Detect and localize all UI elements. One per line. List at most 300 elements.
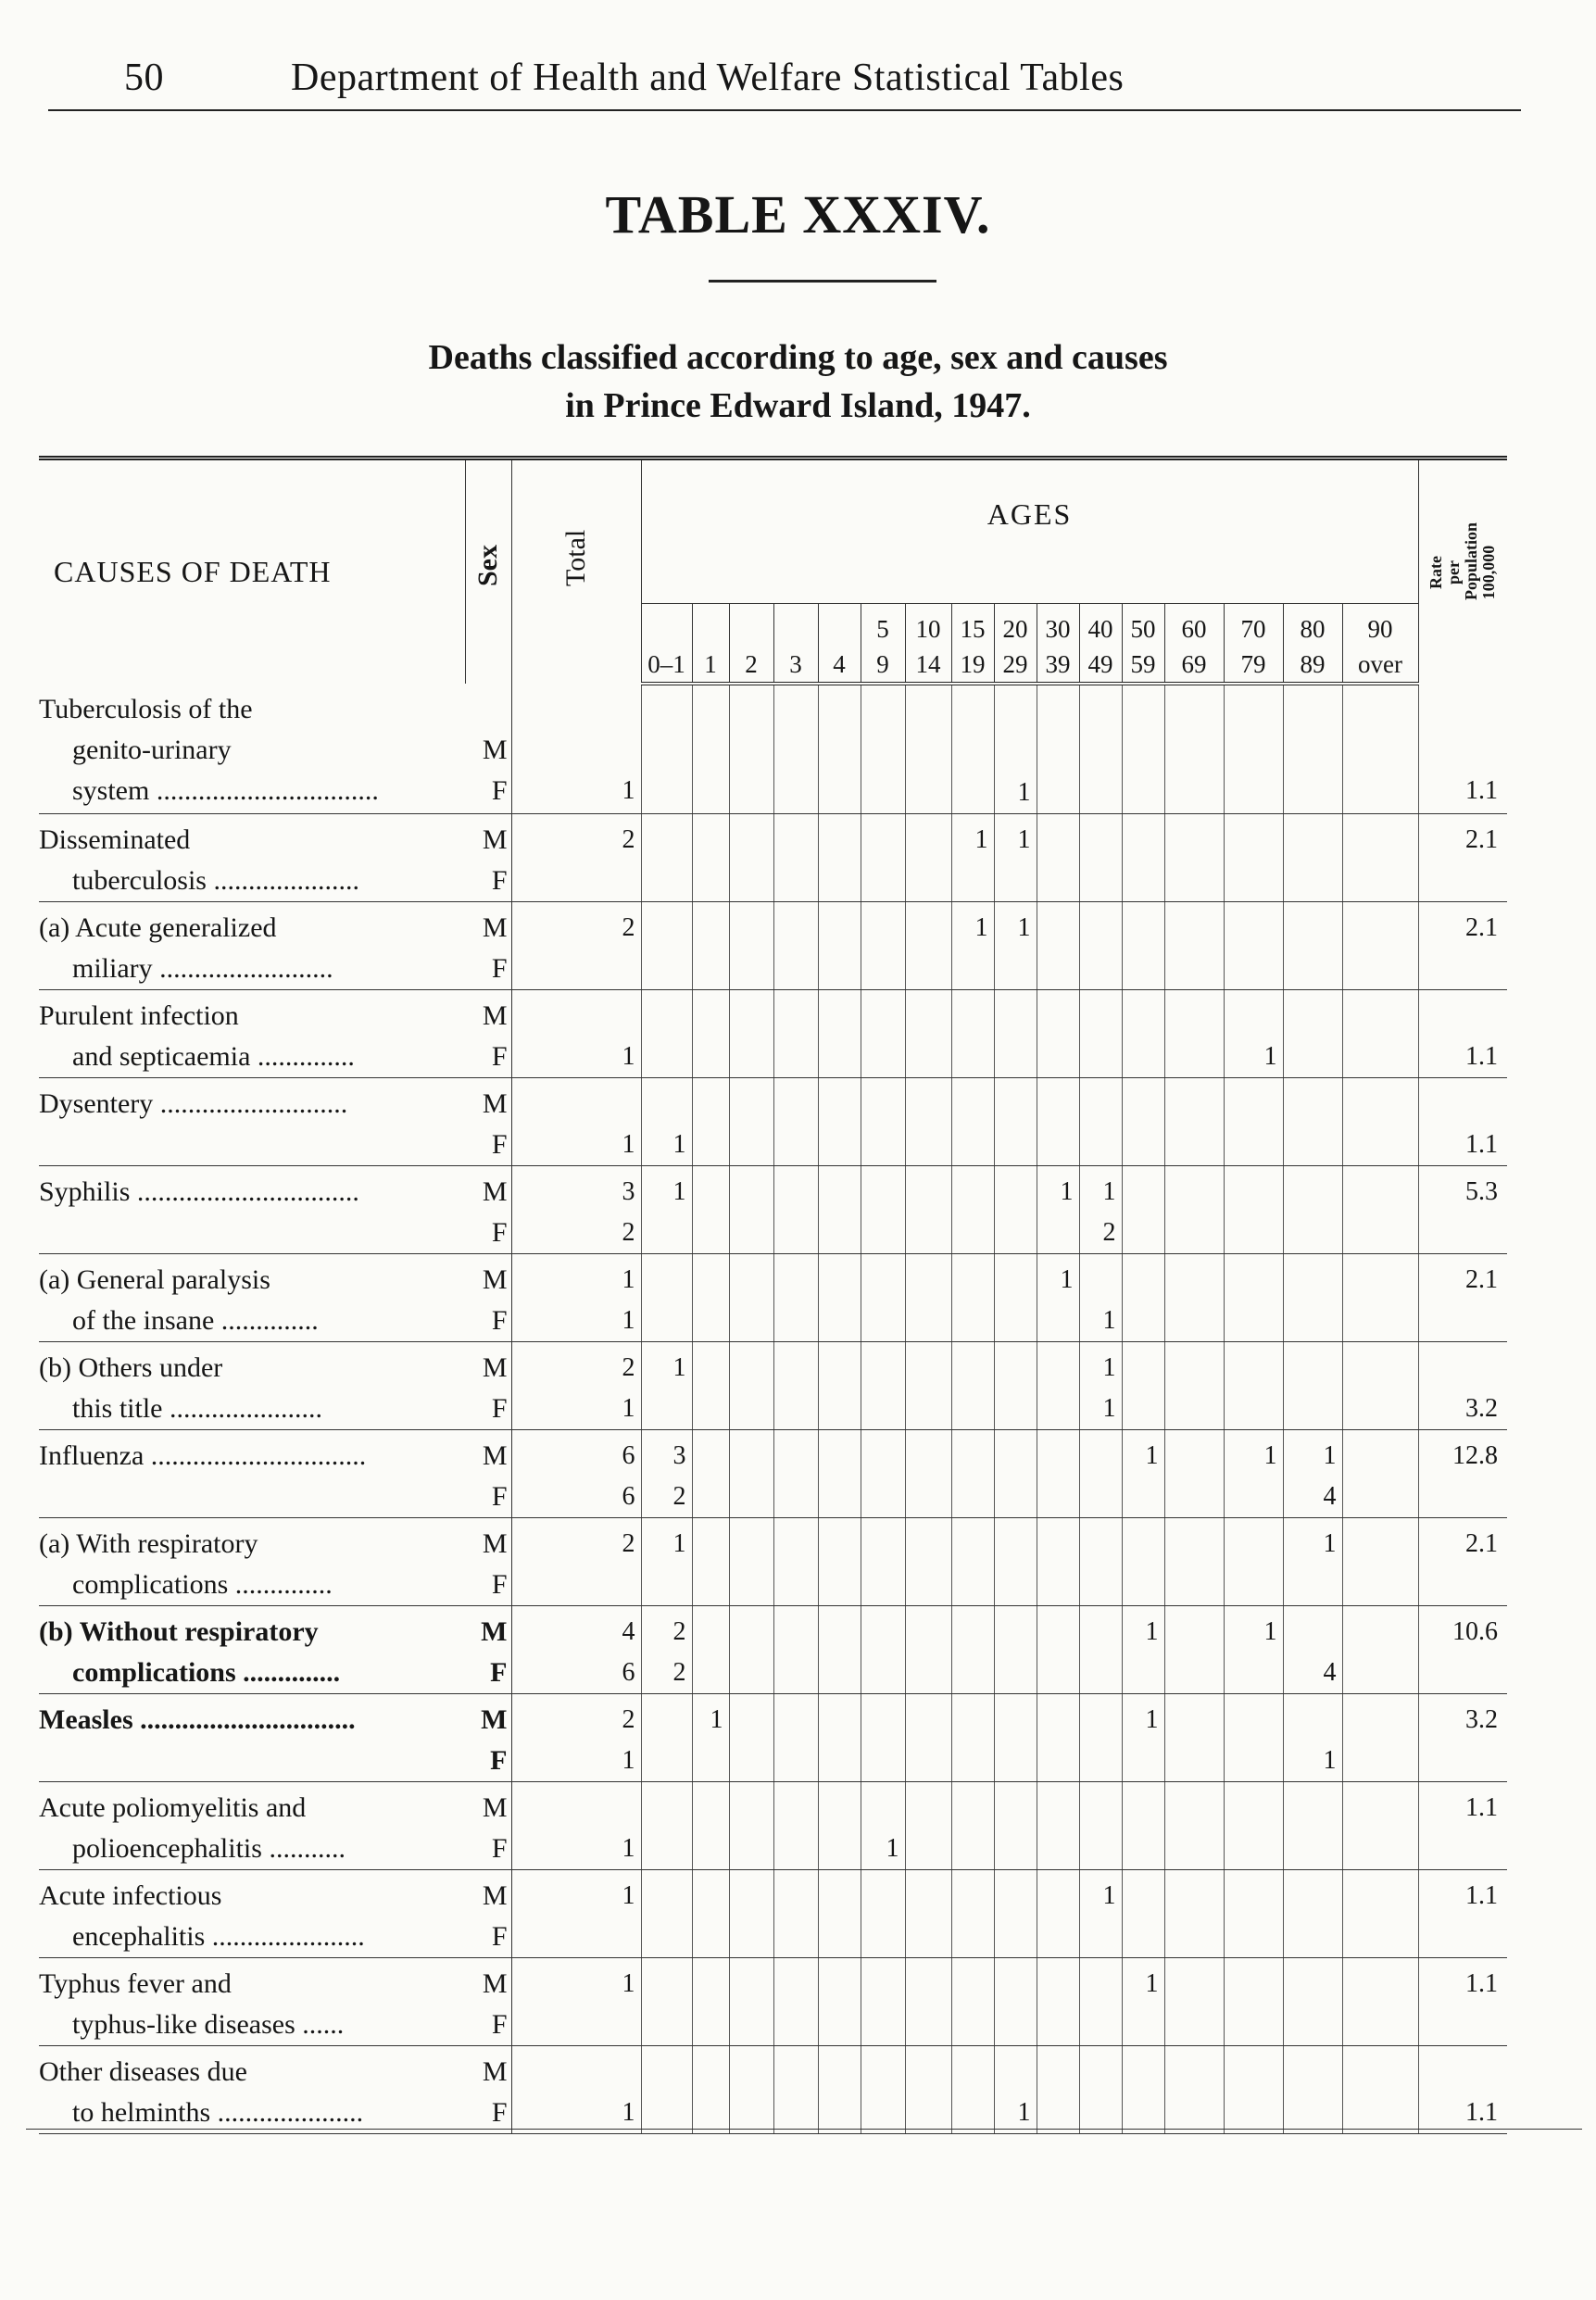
age-cell: [994, 1782, 1037, 1870]
age-value: [1037, 1436, 1074, 1477]
age-cell: [951, 1342, 994, 1430]
rate-value: [1419, 1917, 1499, 1957]
age-cell: [1037, 1606, 1079, 1694]
age-value: [730, 1172, 768, 1213]
age-value: [861, 949, 899, 989]
age-value: [952, 1653, 988, 1693]
cause-line: [39, 1477, 465, 1517]
age-cell: [773, 1078, 818, 1166]
cause-line: polioencephalitis ...........: [72, 1833, 346, 1864]
age-value: [995, 1436, 1031, 1477]
age-cell: [1224, 684, 1283, 814]
age-value: [1165, 1653, 1218, 1693]
age-cell: [951, 1430, 994, 1518]
age-value: [693, 861, 723, 901]
age-cell: [1224, 1870, 1283, 1958]
age-group-header: [1164, 604, 1224, 685]
age-value: [1343, 1700, 1413, 1741]
age-value: [1165, 1389, 1218, 1429]
age-value: [730, 1700, 768, 1741]
age-value: [693, 1788, 723, 1829]
total-value: [512, 2005, 635, 2045]
age-cell: [1037, 1342, 1079, 1430]
age-value: [730, 1565, 768, 1605]
age-value: [774, 732, 812, 773]
age-value: [1037, 1700, 1074, 1741]
age-cell: [861, 1078, 905, 1166]
age-value: [1123, 949, 1159, 989]
rate-cell: [1418, 1166, 1507, 1254]
total-value: 1: [622, 1306, 635, 1335]
rate-value: [1419, 689, 1499, 730]
total-value: [512, 730, 635, 771]
age-group-bottom: 9: [876, 650, 889, 678]
total-cell: [511, 814, 641, 902]
age-value: [819, 1876, 855, 1917]
age-value: [730, 1964, 768, 2005]
age-value: [1080, 2005, 1116, 2045]
age-value: [730, 1612, 768, 1653]
age-cell: [905, 1078, 951, 1166]
page-number: 50: [124, 57, 164, 99]
age-cell: [994, 1870, 1037, 1958]
age-value: [906, 861, 946, 901]
age-value: [642, 820, 686, 861]
cause-row: [39, 1958, 1507, 2046]
sex-value: F: [491, 1129, 508, 1160]
age-value: [1123, 1829, 1159, 1869]
age-value: [952, 1788, 988, 1829]
age-value: [1123, 1876, 1159, 1917]
age-value: [693, 1260, 723, 1301]
cause-line: of the insane ..............: [72, 1305, 319, 1336]
deaths-table: [39, 456, 1507, 2134]
age-value: [1343, 1829, 1413, 1869]
age-value: [1343, 1565, 1413, 1605]
age-value: [1165, 1612, 1218, 1653]
age-value: [906, 996, 946, 1037]
age-value: [693, 1172, 723, 1213]
age-group-header: [1122, 604, 1164, 685]
sex-cell: [465, 1342, 511, 1430]
table-title: TABLE XXXIV.: [605, 184, 991, 245]
age-value: [1343, 908, 1413, 949]
age-value: [1225, 820, 1277, 861]
sex-cell: [465, 1782, 511, 1870]
age-value: 1: [974, 825, 988, 854]
total-cell: [511, 1606, 641, 1694]
sex-cell: [465, 1606, 511, 1694]
age-value: [1123, 1172, 1159, 1213]
age-cell: [641, 1694, 692, 1782]
age-value: 1: [1263, 1441, 1277, 1470]
age-value: [995, 1829, 1031, 1869]
header-rate: [1418, 459, 1507, 685]
age-cell: [729, 902, 773, 990]
age-value: [1165, 1301, 1218, 1341]
age-cell: [729, 1518, 773, 1606]
age-value: [774, 2052, 812, 2093]
age-value: 1: [672, 1177, 686, 1206]
age-value: [730, 1037, 768, 1077]
age-value: [819, 1829, 855, 1869]
age-value: [1225, 1172, 1277, 1213]
sex-value: F: [491, 1305, 508, 1336]
age-value: [642, 996, 686, 1037]
cause-row: [39, 814, 1507, 902]
sex-cell: [465, 1254, 511, 1342]
cause-row: [39, 1254, 1507, 1342]
age-value: [906, 691, 946, 732]
age-value: [642, 1829, 686, 1869]
age-group-header: [1079, 604, 1122, 685]
cause-line: typhus-like diseases ......: [72, 2009, 345, 2040]
age-cell: [994, 1166, 1037, 1254]
sex-value: F: [491, 2097, 508, 2128]
age-cell: [1079, 1606, 1122, 1694]
age-cell: [951, 1606, 994, 1694]
age-value: [906, 1037, 946, 1077]
age-value: [1123, 1260, 1159, 1301]
total-cell: [511, 1078, 641, 1166]
age-value: 1: [1323, 1441, 1337, 1470]
sex-value: M: [482, 2056, 508, 2087]
age-value: [1165, 1829, 1218, 1869]
age-group-top: 5: [876, 615, 889, 643]
age-group-bottom: 14: [915, 650, 941, 678]
total-value: 1: [622, 1265, 635, 1294]
age-cell: [818, 1078, 861, 1166]
age-cell: [861, 1342, 905, 1430]
age-value: 1: [672, 1130, 686, 1159]
age-value: [1123, 1741, 1159, 1781]
cause-label: [39, 990, 465, 1078]
sex-cell: [465, 1518, 511, 1606]
age-cell: [729, 1694, 773, 1782]
age-value: 2: [672, 1658, 686, 1687]
age-cell: [951, 1078, 994, 1166]
age-value: [952, 1741, 988, 1781]
age-value: [730, 1741, 768, 1781]
age-cell: [861, 1430, 905, 1518]
age-cell: [1122, 1342, 1164, 1430]
total-value: 1: [622, 1394, 635, 1423]
age-cell: [1079, 1254, 1122, 1342]
age-cell: [1224, 1078, 1283, 1166]
age-value: [1284, 1213, 1337, 1253]
age-value: [693, 908, 723, 949]
age-cell: [1122, 1518, 1164, 1606]
age-value: [693, 2052, 723, 2093]
sex-value: F: [490, 1745, 508, 1776]
age-cell: [951, 1870, 994, 1958]
age-value: [730, 1213, 768, 1253]
sex-cell: [465, 902, 511, 990]
age-value: [774, 1700, 812, 1741]
age-cell: [905, 990, 951, 1078]
age-cell: [1037, 1958, 1079, 2046]
age-value: [774, 691, 812, 732]
age-value: [642, 1037, 686, 1077]
age-value: [1343, 773, 1413, 813]
age-value: [1284, 1125, 1337, 1165]
age-value: [906, 1565, 946, 1605]
age-value: [1284, 1389, 1337, 1429]
age-group-top: 80: [1300, 615, 1326, 643]
total-value: 2: [622, 1529, 635, 1558]
table-subtitle: [0, 333, 1596, 430]
age-group-top: 15: [960, 615, 986, 643]
age-cell: [1079, 1078, 1122, 1166]
age-group-bottom: 69: [1181, 650, 1207, 678]
age-value: [1165, 732, 1218, 773]
age-value: [995, 1301, 1031, 1341]
age-value: [774, 1565, 812, 1605]
age-value: [861, 1301, 899, 1341]
age-value: [1225, 1917, 1277, 1957]
cause-line: Other diseases due: [39, 2056, 247, 2087]
age-value: [1284, 691, 1337, 732]
age-value: [1225, 1964, 1277, 2005]
age-value: [952, 1917, 988, 1957]
age-group-bottom: 79: [1240, 650, 1266, 678]
age-cell: [905, 1606, 951, 1694]
age-value: 1: [1145, 1705, 1159, 1734]
age-value: [1037, 1788, 1074, 1829]
sex-value: M: [482, 1968, 508, 1999]
age-value: 1: [1323, 1529, 1337, 1558]
age-value: [1165, 2052, 1218, 2093]
cause-line: Purulent infection: [39, 1000, 239, 1031]
age-value: [1343, 1084, 1413, 1125]
age-cell: [1079, 1958, 1122, 2046]
age-cell: [1122, 1166, 1164, 1254]
rate-cell: [1418, 1078, 1507, 1166]
age-value: [1225, 1348, 1277, 1389]
age-value: [693, 2005, 723, 2045]
age-value: [1343, 2052, 1413, 2093]
age-cell: [905, 814, 951, 902]
sex-cell: [465, 1694, 511, 1782]
age-value: [952, 1301, 988, 1341]
age-value: [906, 1829, 946, 1869]
age-cell: [994, 1606, 1037, 1694]
sex-value: F: [491, 1921, 508, 1952]
age-cell: [641, 1958, 692, 2046]
age-value: 1: [1060, 1177, 1074, 1206]
cause-row: [39, 1342, 1507, 1430]
age-value: [1080, 732, 1116, 773]
age-value: [730, 691, 768, 732]
age-group-header: [729, 604, 773, 685]
age-value: [1343, 1876, 1413, 1917]
age-cell: [692, 1166, 729, 1254]
age-value: [995, 2005, 1031, 2045]
age-value: [1343, 1301, 1413, 1341]
age-value: [861, 1348, 899, 1389]
age-cell: [1164, 1430, 1224, 1518]
age-value: [1080, 1700, 1116, 1741]
subtitle-line-1: Deaths classified according to age, sex and causes: [428, 338, 1168, 377]
rate-value: [1419, 949, 1499, 989]
age-value: [1123, 2052, 1159, 2093]
rate-value: [1419, 1829, 1499, 1869]
cause-label: [39, 1254, 465, 1342]
sex-value: M: [481, 1616, 508, 1647]
age-value: [861, 1700, 899, 1741]
age-value: [774, 1653, 812, 1693]
table-bottom-rule: [26, 2129, 1582, 2130]
age-cell: [1037, 1254, 1079, 1342]
age-value: [642, 1788, 686, 1829]
age-value: 1: [1102, 1177, 1116, 1206]
age-value: [1284, 2093, 1337, 2133]
age-value: [819, 1917, 855, 1957]
title-rule: [709, 280, 936, 283]
rate-value: [1419, 1741, 1499, 1781]
age-value: [819, 2005, 855, 2045]
age-cell: [1164, 814, 1224, 902]
age-value: [995, 861, 1031, 901]
sex-cell: [465, 1958, 511, 2046]
age-cell: [729, 990, 773, 1078]
age-cell: [1283, 902, 1342, 990]
age-cell: [818, 1870, 861, 1958]
age-cell: [1164, 902, 1224, 990]
age-value: [1080, 691, 1116, 732]
age-cell: [1164, 1254, 1224, 1342]
age-value: [642, 2093, 686, 2133]
age-cell: [729, 684, 773, 814]
age-value: [1284, 1348, 1337, 1389]
age-value: [1225, 908, 1277, 949]
age-value: [1343, 820, 1413, 861]
age-cell: [818, 2046, 861, 2134]
age-value: [642, 1213, 686, 1253]
total-value: 1: [622, 2098, 635, 2127]
age-value: [819, 1964, 855, 2005]
age-value: [1343, 996, 1413, 1037]
age-cell: [692, 1870, 729, 1958]
total-value: [512, 949, 635, 989]
age-value: 1: [1017, 913, 1031, 942]
age-cell: [1037, 1782, 1079, 1870]
age-cell: [692, 1430, 729, 1518]
sex-cell: [465, 814, 511, 902]
age-cell: [1122, 1430, 1164, 1518]
age-value: [1165, 996, 1218, 1037]
age-value: [1343, 1436, 1413, 1477]
rate-value: [1419, 730, 1499, 771]
cause-label: [39, 902, 465, 990]
age-value: [861, 2093, 899, 2133]
sex-value: F: [491, 2009, 508, 2040]
age-value: [819, 1788, 855, 1829]
rate-cell: [1418, 1958, 1507, 2046]
age-value: [995, 949, 1031, 989]
age-value: [819, 820, 855, 861]
age-cell: [729, 1958, 773, 2046]
age-value: [642, 2052, 686, 2093]
age-cell: [773, 1342, 818, 1430]
age-value: [952, 1125, 988, 1165]
total-cell: [511, 1958, 641, 2046]
age-value: [1037, 1037, 1074, 1077]
age-value: [906, 1436, 946, 1477]
rate-cell: [1418, 1694, 1507, 1782]
age-group-bottom: 0–1: [647, 650, 685, 678]
cause-label: [39, 814, 465, 902]
age-group-bottom: 1: [704, 650, 717, 678]
cause-label: [39, 1870, 465, 1958]
age-cell: [1037, 1430, 1079, 1518]
age-value: [1165, 1477, 1218, 1517]
age-value: [1037, 2052, 1074, 2093]
age-value: [774, 773, 812, 813]
age-value: [1080, 1477, 1116, 1517]
age-cell: [773, 1782, 818, 1870]
cause-row: [39, 1166, 1507, 1254]
cause-label: [39, 1782, 465, 1870]
cause-row: [39, 684, 1507, 814]
cause-row: [39, 1518, 1507, 1606]
age-value: [952, 2093, 988, 2133]
age-value: [995, 1389, 1031, 1429]
age-value: [906, 1876, 946, 1917]
age-value: [774, 2093, 812, 2133]
age-value: [1165, 691, 1218, 732]
age-group-top: 10: [915, 615, 941, 643]
age-value: [952, 1037, 988, 1077]
age-value: [1225, 1301, 1277, 1341]
age-value: [819, 949, 855, 989]
age-value: [730, 1917, 768, 1957]
age-value: [952, 1213, 988, 1253]
cause-row: [39, 1870, 1507, 1958]
age-cell: [1079, 1782, 1122, 1870]
age-value: [1123, 1348, 1159, 1389]
age-cell: [641, 990, 692, 1078]
age-value: [819, 1037, 855, 1077]
age-value: [774, 1741, 812, 1781]
age-value: [693, 1477, 723, 1517]
age-value: [693, 996, 723, 1037]
age-value: [1165, 820, 1218, 861]
sex-value: F: [490, 1657, 508, 1688]
age-value: [730, 2005, 768, 2045]
total-value: [512, 2052, 635, 2093]
age-cell: [818, 1254, 861, 1342]
age-value: [1225, 1565, 1277, 1605]
age-value: [1080, 2093, 1116, 2133]
age-value: [774, 1084, 812, 1125]
age-cell: [1283, 1958, 1342, 2046]
age-cell: [951, 902, 994, 990]
age-cell: [861, 1606, 905, 1694]
cause-row: [39, 1078, 1507, 1166]
age-value: [642, 691, 686, 732]
age-group-header: [692, 604, 729, 685]
age-cell: [773, 814, 818, 902]
age-value: [1037, 820, 1074, 861]
age-value: [906, 1084, 946, 1125]
age-value: [1284, 1917, 1337, 1957]
age-cell: [861, 1782, 905, 1870]
age-cell: [1224, 1958, 1283, 2046]
age-group-bottom: 59: [1130, 650, 1156, 678]
age-value: [995, 1524, 1031, 1565]
age-cell: [729, 1430, 773, 1518]
